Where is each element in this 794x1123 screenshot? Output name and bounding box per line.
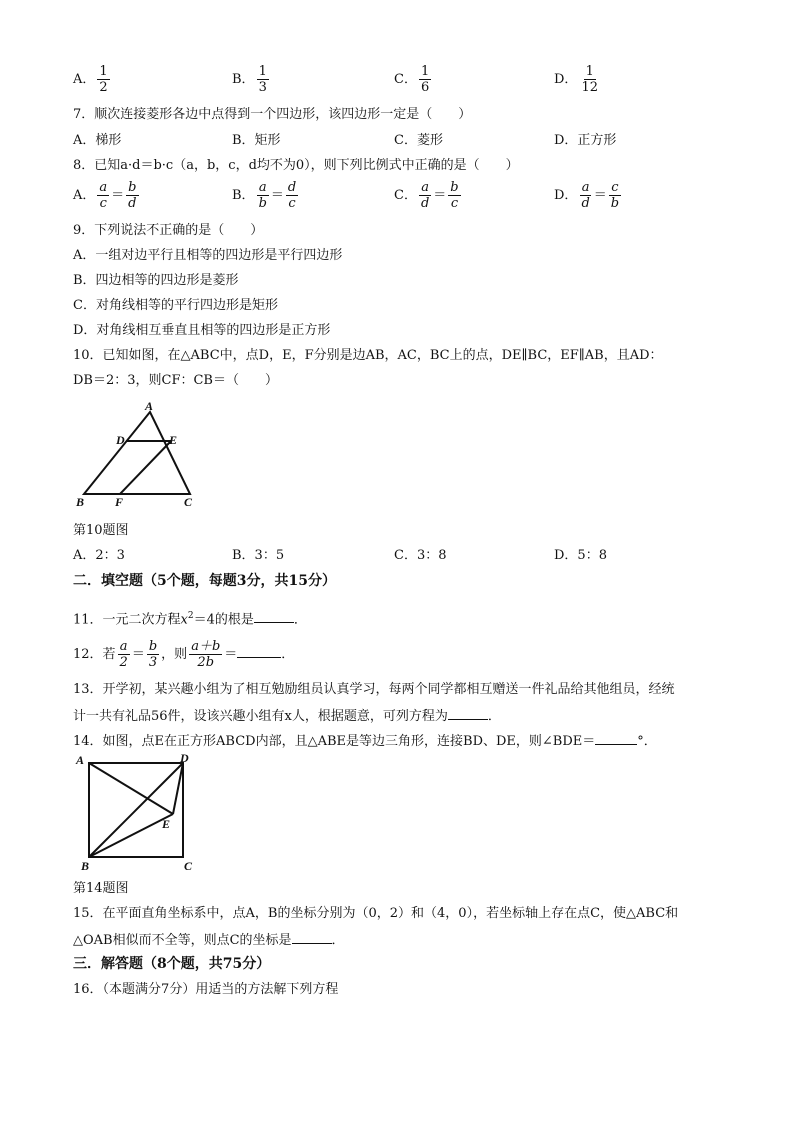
q6-option-d: D． $\frac{1}{12}$	[554, 64, 598, 95]
q10-option-a: A．2：3	[73, 548, 125, 563]
q15-line1: 15．在平面直角坐标系中，点A，B的坐标分别为（0，2）和（4，0），若坐标轴上存在点C，使△ABC和	[73, 906, 679, 921]
q14-label-e: E	[162, 817, 171, 831]
q10-line2: DB＝2：3，则CF：CB＝（ ）	[73, 373, 278, 388]
q10-line1: 10．已知如图，在△ABC中，点D，E，F分别是边AB，AC，BC上的点，DE∥BC，EF∥AB，且AD：	[73, 348, 663, 363]
q10-option-d: D．5：8	[554, 548, 607, 563]
q11-answer-blank[interactable]	[254, 609, 294, 623]
q10-label-d: D	[116, 433, 125, 447]
q12-answer-blank[interactable]	[237, 644, 281, 658]
q14-figure	[72, 752, 200, 874]
q10-figure	[70, 398, 210, 513]
q14-answer-blank[interactable]	[595, 731, 637, 745]
q9-option-c: C．对角线相等的平行四边形是矩形	[73, 298, 278, 313]
q14-label-b: B	[81, 859, 90, 873]
q10-label-e: E	[169, 433, 178, 447]
q8-stem: 8．已知a·d＝b·c（a，b，c，d均不为0），则下列比例式中正确的是（ ）	[73, 158, 519, 173]
q9-stem: 9．下列说法不正确的是（ ）	[73, 223, 264, 238]
q8-option-a: A． $\frac{a}{c}$ ＝ $\frac{b}{d}$	[73, 180, 137, 211]
q15-line2: △OAB相似而不全等，则点C的坐标是 ．	[73, 930, 345, 950]
section-2-heading: 二．填空题（5个题，每题3分，共15分）	[73, 573, 336, 589]
q13-answer-blank[interactable]	[448, 706, 488, 720]
q14-caption: 第14题图	[73, 881, 129, 896]
q10-label-f: F	[115, 495, 124, 509]
q10-option-b: B．3：5	[232, 548, 285, 563]
q10-label-c: C	[184, 495, 193, 509]
q6-option-c: C． $\frac{1}{6}$	[394, 64, 430, 95]
q14-line: 14．如图，点E在正方形ABCD内部，且△ABE是等边三角形，连接BD、DE，则∠BDE＝ °．	[73, 731, 657, 751]
q14-label-c: C	[184, 859, 193, 873]
q10-caption: 第10题图	[73, 523, 129, 538]
q9-option-b: B．四边相等的四边形是菱形	[73, 273, 239, 288]
q14-label-a: A	[76, 753, 85, 767]
q16-stem: 16．（本题满分7分）用适当的方法解下列方程	[73, 982, 339, 997]
q6-option-a: A． $\frac{1}{2}$	[73, 64, 108, 95]
q7-option-c: C．菱形	[394, 133, 443, 148]
q10-option-c: C．3：8	[394, 548, 447, 563]
q11: 11．一元二次方程$x^2=4$的根是 ．	[73, 611, 307, 628]
q7-option-a: A．梯形	[73, 133, 122, 148]
q13-line2: 计一共有礼品56件，设该兴趣小组有x人，根据题意，可列方程为 ．	[73, 706, 501, 726]
q8-option-b: B． $\frac{a}{b}$ ＝ $\frac{d}{c}$	[232, 180, 297, 211]
q7-stem: 7．顺次连接菱形各边中点得到一个四边形，该四边形一定是（ ）	[73, 107, 472, 122]
q8-option-c: C． $\frac{a}{d}$ ＝ $\frac{b}{c}$	[394, 180, 459, 211]
section-3-heading: 三．解答题（8个题，共75分）	[73, 956, 271, 972]
q7-option-d: D．正方形	[554, 133, 617, 148]
q7-option-b: B．矩形	[232, 133, 281, 148]
q14-label-d: D	[180, 752, 189, 765]
q12: 12．若 $\frac{a}{2}$ ＝ $\frac{b}{3}$ ，则 $\frac{a+b}{2b}$ ＝ ．	[73, 639, 295, 670]
q6-option-b: B． $\frac{1}{3}$	[232, 64, 267, 95]
q10-label-b: B	[76, 495, 85, 509]
q10-label-a: A	[145, 399, 154, 413]
q13-line1: 13．开学初，某兴趣小组为了相互勉励组员认真学习，每两个同学都相互赠送一件礼品给其他组员，经统	[73, 682, 675, 697]
q15-answer-blank[interactable]	[292, 930, 332, 944]
q8-option-d: D． $\frac{a}{d}$ ＝ $\frac{c}{b}$	[554, 180, 620, 211]
q9-option-a: A．一组对边平行且相等的四边形是平行四边形	[73, 248, 343, 263]
q9-option-d: D．对角线相互垂直且相等的四边形是正方形	[73, 323, 331, 338]
